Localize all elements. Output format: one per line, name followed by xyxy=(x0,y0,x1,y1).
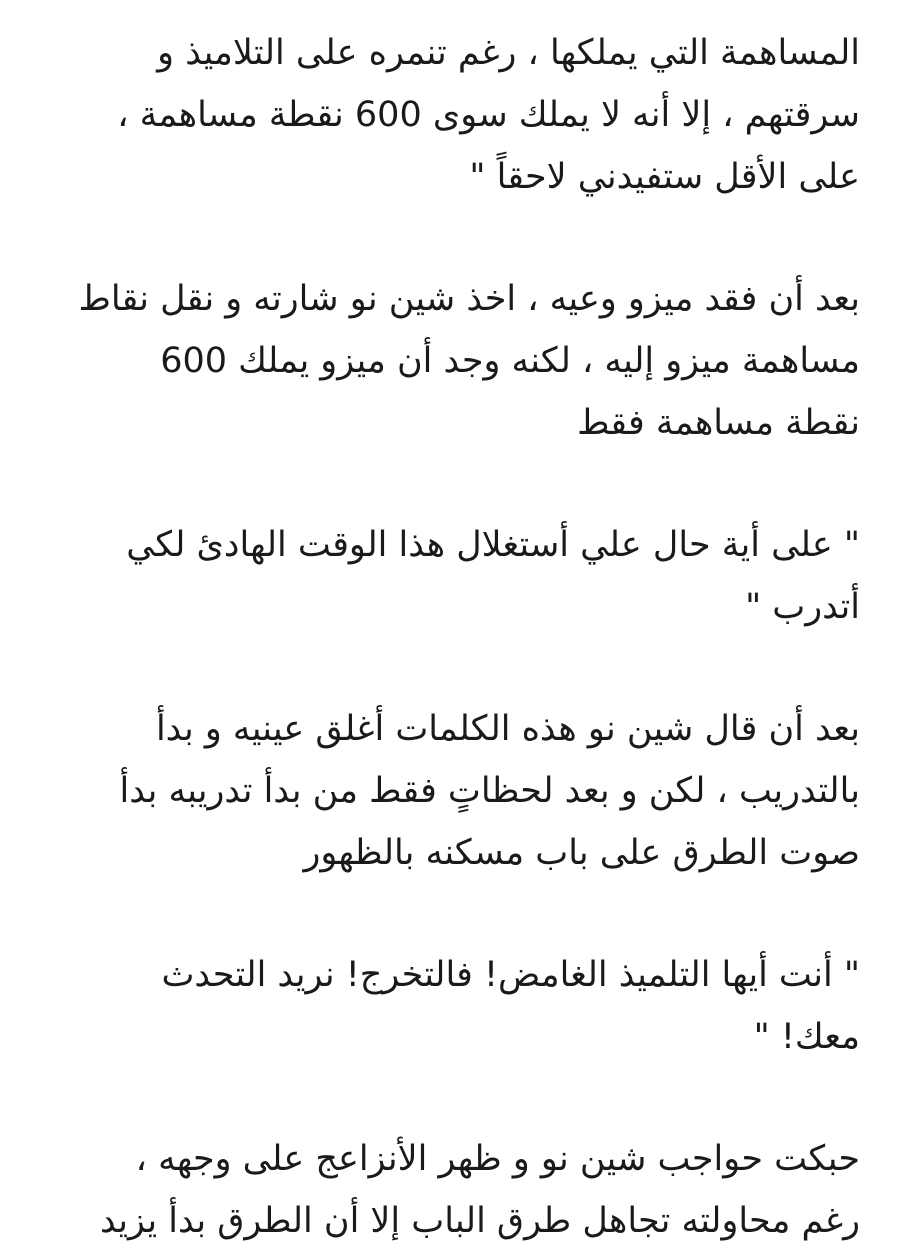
paragraph xyxy=(40,1128,860,1252)
text-line: حبكت حواجب شين نو و ظهر الأنزاعج على وجهه ، xyxy=(135,1139,860,1179)
text-line: سرقتهم ، إلا أنه لا يملك سوى 600 نقطة مساهمة ، xyxy=(117,95,860,135)
text-line: صوت الطرق على باب مسكنه بالظهور xyxy=(303,833,860,873)
paragraph xyxy=(40,514,860,638)
text-line: بعد أن قال شين نو هذه الكلمات أغلق عينيه و بدأ xyxy=(155,709,860,749)
text-line: معك! " xyxy=(753,1017,860,1057)
paragraph xyxy=(40,268,860,454)
paragraph xyxy=(40,22,860,208)
text-line: المساهمة التي يملكها ، رغم تنمره على التلاميذ و xyxy=(157,33,860,73)
text-line: مساهمة ميزو إليه ، لكنه وجد أن ميزو يملك 600 xyxy=(160,341,860,381)
text-line: " أنت أيها التلميذ الغامض! فالتخرج! نريد التحدث xyxy=(161,955,860,995)
text-line: أتدرب " xyxy=(745,587,860,627)
text-line: بالتدريب ، لكن و بعد لحظاتٍ فقط من بدأ تدريبه بدأ xyxy=(119,771,860,811)
paragraph xyxy=(40,698,860,884)
text-line: نقطة مساهمة فقط xyxy=(577,403,860,443)
text-line: رغم محاولته تجاهل طرق الباب إلا أن الطرق بدأ يزيد xyxy=(99,1201,860,1241)
text-line: على الأقل ستفيدني لاحقاً " xyxy=(469,157,860,197)
text-line: بعد أن فقد ميزو وعيه ، اخذ شين نو شارته و نقل نقاط xyxy=(78,279,860,319)
paragraph xyxy=(40,944,860,1068)
text-line: " على أية حال علي أستغلال هذا الوقت الهادئ لكي xyxy=(126,525,860,565)
